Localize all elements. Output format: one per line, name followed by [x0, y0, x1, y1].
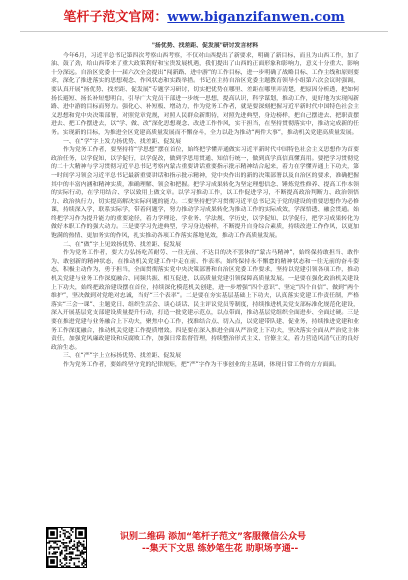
article-paragraphs — [51, 52, 359, 370]
qr-code-icon[interactable] — [46, 527, 87, 568]
footer-line-2: --集天下文思 练妙笔生花 助职场亨通-- — [142, 544, 299, 554]
article-body — [51, 42, 359, 520]
body-paragraph: 作为党务工作者，要始终坚守党的纪律规矩，把“严”字作为干事创业的主基调，体现日常工作的方方面面。 — [63, 361, 341, 368]
site-header-line — [0, 0, 408, 26]
site-url-link[interactable]: www.biganzifanwen.com — [167, 10, 345, 25]
article-title: "扬优势、找差距、促发展"研讨发言材料 — [151, 43, 259, 49]
page-footer — [0, 527, 408, 580]
body-paragraph: 作为党务工作者，要坚持将“学思想”摆在首位，始终把学懂弄通做实习近平新时代中国特色社会主义思想作为首要政治任务，以学促知，以学促行，以学促改，做到学思用贯通、知信行统一，做到真学真信真懂真用。要把学习贯彻党的二十大精神与学习贯彻习近平总书记考察内蒙古重要讲话重要指示批示精神结合起来，着力在学懂弄通上下功夫，第一时间学习领会习近平总书记最新重要讲话和指示批示精神，党中央作出的新的决策部署以及自治区的要求，准确把握其中的丰富内涵和精神实质，准确理解、领会和把握。把学习成果转化为坚定理想信念、锤炼党性修养、提高工作本领的实际行动，在学用结合、学以致用上做文章。以学习推动工作，以工作促进学习，不断提高政治判断力、政治领悟力、政治执行力，切实提高解决实际问题的能力。二要坚持把学习贯彻习近平总书记关于党的建设的重要思想作为必修课，持续深入学，联系实际学，带着问题学，努力推动学习成果转化为推动工作的实际成效，学深悟透、融会贯通。始终把学习作为提升能力的重要途径，着力学理论、学业务、学法规、学历史，以学促知、以学促行，把学习成果转化为做好本职工作的强大动力。三是要学习先进典型，学习身边榜样，不断提升自身综合素质，持续改进工作作风，以更加饱满的热情、更加务实的作风，扎实推动各项工作落实落地见效，推动工作高质量发展。 — [51, 147, 359, 240]
footer-text — [120, 531, 360, 555]
footer-line-1: 识别二维码 添加“笔杆子范文”客服微信公众号 — [120, 532, 306, 542]
header-divider — [20, 31, 388, 32]
section-heading: 二、在“做”字上见效扬优势、找差距、促发展 — [63, 241, 182, 248]
body-paragraph: 作为党务工作者，要大力弘扬吃苦耐劳、一往无前、不达目的决不罢休的“蒙古马精神”，始终保持敢担当、敢作为、敢创新的精神状态，在推动机关党建工作中走在前、作表率。始终保持永不懈怠的精神状态和一往无前的奋斗姿态，积极主动作为，勇于担当，全面贯彻落实党中央决策部署和自治区党委工作要求，坚持以党建引领各项工作，推动机关党建与业务工作深度融合、同频共振、相互促进，以高质量党建引领保障高质量发展。一是要在强化政治机关建设上下功夫，始终把政治建设摆在首位，持续深化模范机关创建，进一步增强“四个意识”、坚定“四个自信”、做到“两个维护”，坚决做到对党绝对忠诚，当好“三个表率”。二是要在夯实基层基础上下功夫，认真落实党建工作责任制，严格落实“三会一课”、主题党日、组织生活会、谈心谈话、民主评议党员等制度，持续推进机关党支部标准化规范化建设，深入开展基层党支部建设质量提升行动，打造一批党建示范点，以点带面，推动基层党组织全面进步、全面过硬。三是要在推进党建与业务融合上下功夫，聚焦中心工作，找准结合点、切入点，以党建带队建、促业务，持续推进党建和业务工作深度融合，推动机关党建工作提质增效。四是要在深入推进全面从严治党上下功夫，坚决落实全面从严治党主体责任，加强党风廉政建设和反腐败工作，加强日常监督管理，持续整治形式主义、官僚主义，着力营造风清气正的良好政治生态。 — [51, 250, 359, 351]
site-name: 笔杆子范文官网： — [63, 10, 168, 25]
site-header — [0, 0, 408, 36]
section-heading: 一、在“学”字上发力扬优势、找差距、促发展 — [63, 138, 182, 145]
section-heading: 三、在“严”字上立标扬优势、找差距、促发展 — [63, 353, 182, 360]
body-paragraph: 今年6月，习近平总书记第四次考察山西考察，不仅对山西提出了新要求，明确了新目标，而且为山西工作，加了油、鼓了劲，给山西带来了重大政策利好和宝贵发展机遇，我们提出了山西的正面形象和影响力，意义十分重大、影响十分深远。自治区党委十一届六次全会提出“闯新路、进中游”的工作目标，进一步明确了战略目标、工作主线和原则要求，深化了推进落实的思想观念、作风状态和实践举措。书记在主持自治区党委主题教育领导小组第六次会议时强调，要认真开展“扬优势、找差距、促发展”专题学习研讨，切实把优势在哪里、差距在哪里弄清楚，把原因分析透，把如何扬长避短、扬长补短想明白，引导广大党员干部进一步统一思想，提高认识，科学谋划，推动工作，更好地为实现闯新路、进中游的目标而努力。强化心、补短板、增动力，作为党务工作者，就是要深刻把握习近平新时代中国特色社会主义思想和党中央决策部署，对照党章党规，对照人民群众新期待，对照先进典型，身边榜样，把自己摆进去、把职责摆进去、把工作摆进去，以“学、做、改”深化思想观念、改进工作作风，实干担当，在坚持贯彻落实中，推动完成新的任务。实现新的目标，为推进全区党建高质量发展而不懈奋斗，全力以赴为推动“两件大事”，推动机关党建高质量发展。 — [51, 52, 359, 136]
qr-code-graphic — [47, 528, 86, 567]
